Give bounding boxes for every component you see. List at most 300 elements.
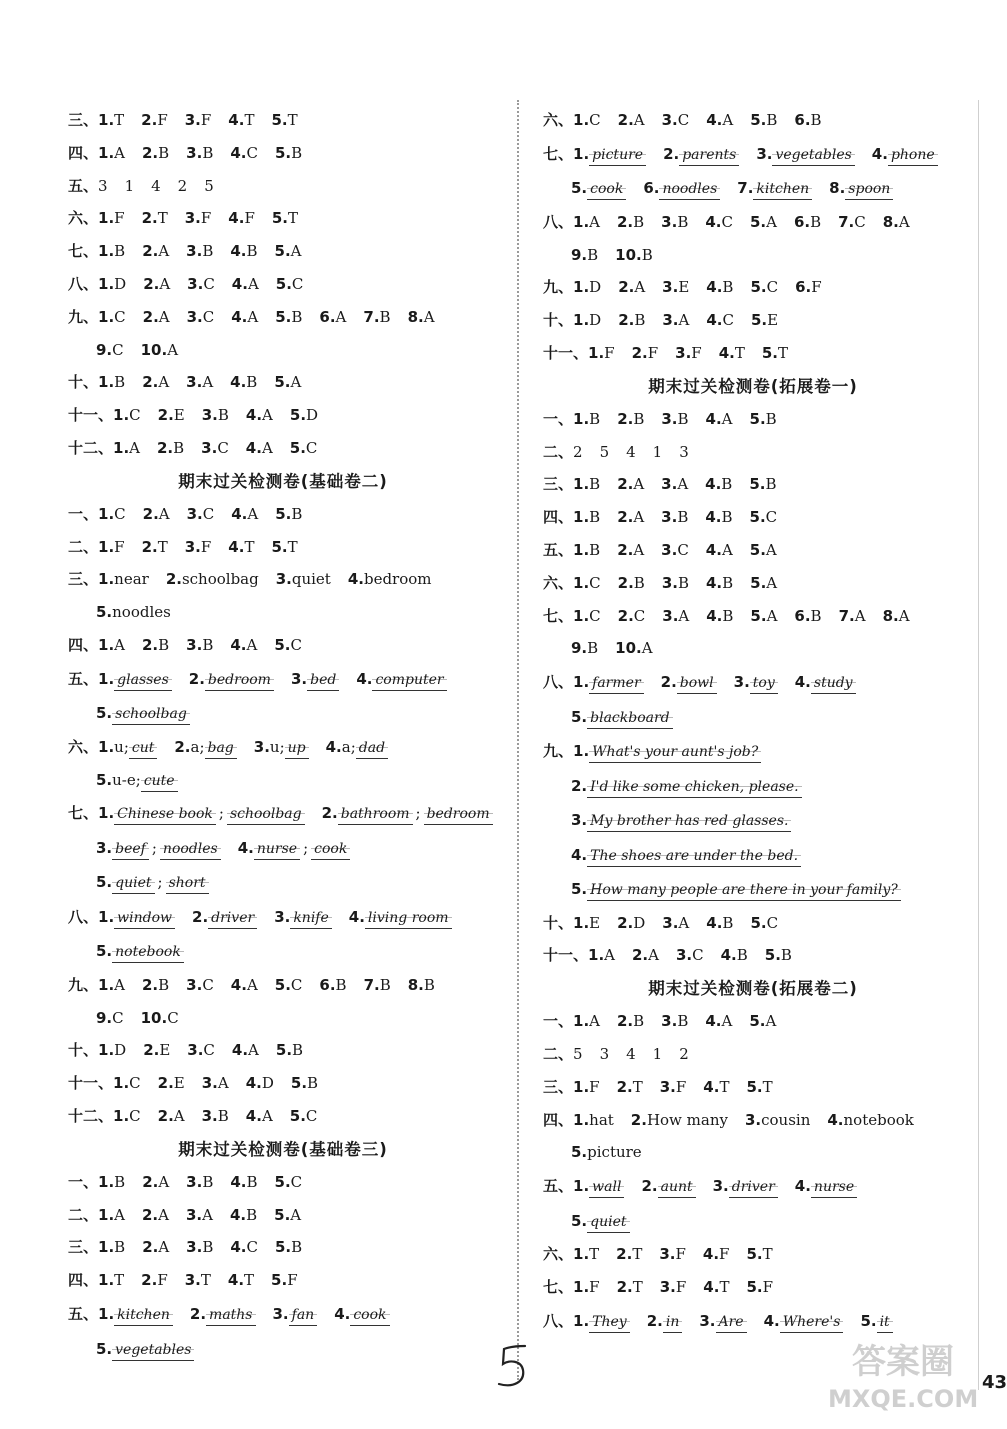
answer-item [273, 1305, 318, 1323]
item-number: 3. [275, 570, 292, 589]
item-number: 3. [659, 1245, 676, 1264]
answer-line [543, 1038, 963, 1071]
item-number: 3. [186, 975, 203, 994]
handwritten-answer: bedroom [205, 670, 274, 691]
answer-item [142, 1206, 169, 1224]
item-number: 2. [192, 907, 209, 926]
item-number: 2. [321, 804, 338, 823]
answer-text: C [305, 1107, 318, 1126]
answer-text: A [158, 504, 170, 523]
item-number: 3. [659, 1077, 676, 1096]
answer-text: C [692, 946, 704, 965]
answer-item [98, 670, 172, 688]
question-label: 十、 [68, 1041, 99, 1060]
answer-item [202, 406, 229, 424]
answer-item [192, 908, 257, 926]
question-label: 五、 [68, 1305, 99, 1324]
item-number: 3. [201, 1074, 218, 1093]
handwritten-answer: knife [290, 908, 331, 929]
item-number: 5. [749, 1012, 766, 1031]
answer-text: T [114, 111, 125, 129]
answer-text: B [114, 1238, 126, 1257]
answer-text: C [246, 1238, 258, 1257]
answer-text: A [423, 307, 435, 326]
item-number: 3. [184, 209, 201, 228]
handwritten-answer: What's your aunt's job? [589, 742, 761, 763]
item-number: 2. [141, 111, 158, 129]
answer-item [187, 1041, 215, 1059]
answer-item [271, 111, 297, 129]
answer-text: B [246, 242, 258, 261]
item-number: 5. [749, 409, 766, 428]
item-number: 4. [794, 1177, 811, 1196]
answer-text: a; [190, 737, 205, 756]
item-number: 4. [702, 1245, 720, 1264]
answer-text: B [114, 1172, 126, 1191]
answer-text: A [247, 274, 259, 293]
answer-text: hat [589, 1110, 614, 1129]
separator: ; [218, 804, 224, 823]
answer-item [291, 670, 339, 688]
item-number: 5. [750, 913, 767, 932]
answer-text: A [173, 1107, 185, 1126]
item-number: 1. [98, 804, 115, 823]
answer-item [571, 846, 801, 864]
answer-item [186, 1173, 213, 1191]
answer-line [543, 337, 963, 370]
answer-text: 1 [652, 442, 663, 461]
answer-text: F [762, 1278, 774, 1297]
answer-text: A [290, 373, 302, 392]
answer-item [158, 1107, 185, 1125]
question-label: 七、 [543, 606, 574, 625]
answer-text: F [589, 1278, 600, 1297]
question-label: 十一、 [543, 343, 589, 362]
answer-item [143, 308, 170, 326]
answer-item [141, 1271, 168, 1289]
answer-text: B [721, 475, 733, 494]
handwritten-answer: picture [589, 145, 646, 166]
item-number: 1. [573, 1311, 590, 1330]
item-number: 4. [245, 438, 262, 457]
item-number: 4. [705, 475, 722, 494]
item-number: 5. [289, 1107, 306, 1126]
question-label: 十二、 [68, 1107, 114, 1126]
answer-text: B [173, 438, 185, 457]
answer-item [230, 1238, 258, 1256]
question-label: 五、 [543, 540, 574, 559]
item-number: 1. [573, 144, 590, 163]
answer-item [661, 673, 717, 691]
answer-item [326, 738, 388, 756]
answer-line [68, 1067, 498, 1100]
answer-item [647, 1312, 683, 1330]
item-number: 2. [157, 406, 174, 425]
item-number: 2. [157, 1107, 174, 1126]
answer-item [291, 1074, 318, 1092]
answer-text: A [648, 946, 659, 965]
item-number: 5. [750, 311, 768, 330]
item-number: 1. [98, 1305, 115, 1324]
item-number: 3. [201, 1107, 218, 1126]
answer-item [827, 1111, 914, 1129]
answer-text: B [291, 307, 303, 326]
answer-item [125, 177, 135, 195]
answer-text: B [114, 373, 126, 392]
answer-text: B [587, 639, 599, 658]
answer-item [756, 145, 854, 163]
handwritten-answer: kitchen [114, 1305, 173, 1326]
answer-item [228, 1271, 254, 1289]
answer-item [617, 1078, 643, 1096]
answer-item [573, 1245, 599, 1263]
item-number: 2. [165, 570, 182, 589]
handwritten-answer: it [877, 1312, 893, 1333]
answer-item [750, 508, 778, 526]
item-number: 3. [96, 838, 113, 857]
answer-text: B [291, 1238, 303, 1257]
item-number: 9. [96, 1008, 113, 1027]
handwritten-answer: How many people are there in your family? [587, 880, 901, 901]
item-number: 1. [573, 1278, 590, 1297]
answer-item [98, 373, 125, 391]
item-number: 2. [141, 537, 158, 556]
item-number: 1. [98, 1238, 115, 1257]
answer-item [573, 1111, 614, 1129]
item-number: 4. [245, 406, 263, 425]
answer-line [68, 629, 498, 662]
item-number: 10. [140, 1008, 168, 1027]
answer-line [543, 1271, 963, 1304]
item-number: 3. [712, 1177, 729, 1196]
answer-item [232, 275, 259, 293]
answer-text: F [647, 343, 659, 362]
handwritten-answer: cook [587, 179, 626, 200]
answer-item [662, 111, 690, 129]
item-number: 5. [571, 1143, 588, 1162]
answer-line [543, 665, 963, 700]
item-number: 4. [334, 1305, 351, 1324]
answer-item [231, 976, 258, 994]
question-label: 二、 [68, 537, 99, 556]
answer-item [750, 111, 777, 129]
answer-item [571, 639, 598, 657]
item-number: 2. [141, 209, 158, 228]
answer-text: B [202, 242, 214, 261]
item-number: 6. [794, 606, 811, 625]
item-number: 1. [573, 1077, 590, 1096]
answer-text: A [202, 1205, 213, 1224]
answer-text: B [158, 975, 170, 994]
answer-text: T [632, 1278, 643, 1297]
answer-text: C [112, 1008, 124, 1027]
answer-item [573, 1312, 630, 1330]
item-number: 5. [271, 1271, 288, 1290]
answer-text: B [589, 409, 601, 428]
answer-item [618, 311, 645, 329]
item-number: 4. [718, 343, 735, 362]
item-number: 5. [761, 343, 778, 362]
section-title: 期末过关检测卷(拓展卷一) [648, 376, 858, 396]
item-number: 3. [661, 540, 678, 559]
question-label: 八、 [68, 274, 99, 293]
answer-text: A [114, 1205, 125, 1224]
answer-text: B [291, 143, 303, 162]
answer-item [653, 1045, 663, 1063]
answer-text: F [675, 1278, 687, 1297]
answer-text: A [246, 635, 258, 654]
answer-text: B [722, 573, 734, 592]
answer-line [68, 696, 498, 731]
answer-text: C [291, 274, 304, 293]
answer-line [543, 907, 963, 940]
item-number: 3. [733, 673, 750, 692]
answer-text: A [589, 1012, 600, 1031]
item-number: 3. [185, 1205, 203, 1224]
answer-item [98, 1206, 125, 1224]
answer-item [662, 914, 689, 932]
answer-line [68, 764, 498, 797]
answer-item [98, 1271, 124, 1289]
item-number: 2. [616, 1077, 633, 1096]
question-label: 七、 [543, 144, 574, 163]
item-number: 3. [661, 111, 678, 129]
answer-text: B [677, 1012, 689, 1031]
item-number: 9. [96, 340, 113, 359]
answer-item [764, 1312, 844, 1330]
answer-item [661, 1012, 688, 1030]
item-number: 4. [706, 278, 723, 297]
answer-item [571, 1212, 630, 1230]
answer-text: B [677, 573, 689, 592]
answer-item [573, 278, 601, 296]
answer-line [543, 872, 963, 907]
answer-item [96, 704, 190, 722]
answer-item [98, 1041, 126, 1059]
answer-text: notebook [843, 1110, 914, 1129]
question-label: 六、 [68, 737, 99, 756]
handwritten-answer: up [285, 738, 309, 759]
item-number: 1. [98, 307, 115, 326]
answer-item [98, 976, 125, 994]
answer-text: B [158, 635, 170, 654]
answer-line [543, 734, 963, 769]
item-number: 2. [631, 343, 648, 362]
answer-item [96, 771, 178, 789]
item-number: 1. [98, 635, 115, 654]
answer-text: F [200, 209, 212, 228]
answer-item [750, 914, 778, 932]
answer-text: F [811, 278, 822, 297]
answer-text: B [589, 508, 601, 527]
answer-item [617, 541, 644, 559]
answer-item [588, 344, 615, 362]
answer-item [272, 209, 298, 227]
answer-item [618, 278, 645, 296]
answer-line [68, 268, 498, 301]
answer-text: A [721, 540, 733, 559]
item-number: 5. [96, 770, 113, 789]
handwritten-answer: cook [311, 839, 350, 860]
item-number: 2. [157, 1074, 174, 1093]
answer-item [230, 373, 257, 391]
question-label: 一、 [543, 409, 574, 428]
answer-line [543, 769, 963, 804]
item-number: 5. [750, 111, 767, 129]
answer-item [142, 538, 168, 556]
handwritten-answer: notebook [112, 942, 184, 963]
answer-text: C [766, 913, 779, 932]
answer-item [408, 308, 435, 326]
handwritten-answer: computer [372, 670, 446, 691]
item-number: 3. [186, 635, 203, 654]
answer-item [98, 177, 108, 195]
answer-text: A [604, 946, 615, 965]
handwritten-answer: blackboard [587, 708, 673, 729]
answer-item [113, 406, 141, 424]
answer-item [186, 242, 213, 260]
answer-text: A [114, 143, 125, 162]
answer-item [745, 1111, 810, 1129]
answer-text: C [589, 111, 601, 129]
answer-item [660, 1078, 687, 1096]
answer-item [573, 311, 601, 329]
answer-item [632, 946, 659, 964]
item-number: 1. [573, 111, 590, 129]
answer-item [734, 673, 778, 691]
answer-text: T [244, 1271, 255, 1290]
answer-item [157, 439, 184, 457]
answer-item [573, 508, 600, 526]
answer-item [187, 275, 215, 293]
answer-text: 5 [573, 1045, 583, 1064]
answer-item [705, 213, 733, 231]
answer-item [98, 1305, 173, 1323]
answer-item [659, 1245, 686, 1263]
answer-item [705, 1012, 732, 1030]
answer-text: F [114, 209, 125, 228]
answer-text: C [129, 1074, 141, 1093]
answer-line [68, 399, 498, 432]
item-number: 3. [675, 946, 693, 965]
item-number: 3. [662, 913, 679, 932]
item-number: 7. [363, 975, 380, 994]
answer-item [721, 946, 748, 964]
answer-item [750, 213, 777, 231]
handwritten-answer: fan [289, 1305, 318, 1326]
answer-text: T [287, 111, 298, 129]
answer-line [68, 1231, 498, 1264]
question-label: 十、 [543, 311, 574, 330]
answer-text: F [244, 209, 255, 228]
item-number: 2. [618, 311, 635, 330]
item-number: 4. [794, 673, 811, 692]
answer-text: A [721, 409, 733, 428]
answer-line [543, 939, 963, 972]
answer-text: C [765, 508, 778, 527]
handwritten-answer: driver [729, 1177, 778, 1198]
item-number: 4. [245, 1074, 262, 1093]
answer-text: B [589, 540, 601, 559]
answer-text: C [290, 1172, 303, 1191]
item-number: 5. [274, 242, 291, 261]
answer-item [573, 213, 600, 231]
handwritten-answer: aunt [658, 1177, 696, 1198]
item-number: 2. [571, 776, 588, 795]
item-number: 3. [756, 144, 773, 163]
item-number: 4. [705, 212, 722, 231]
answer-item [706, 311, 734, 329]
item-number: 2. [617, 475, 634, 494]
question-label: 一、 [68, 504, 99, 523]
answer-item [185, 538, 212, 556]
question-label: 四、 [543, 508, 574, 527]
question-label: 七、 [543, 1278, 574, 1297]
answer-item [246, 406, 273, 424]
answer-text: B [810, 606, 822, 625]
answer-item [98, 144, 125, 162]
item-number: 5. [275, 504, 292, 523]
answer-item [749, 475, 776, 493]
question-label: 五、 [68, 176, 99, 195]
answer-line [68, 969, 498, 1002]
answer-line [543, 1104, 963, 1137]
item-number: 4. [245, 1107, 262, 1126]
answer-item [750, 410, 777, 428]
handwritten-answer: dad [356, 738, 388, 759]
answer-text: A [589, 212, 600, 231]
question-label: 五、 [543, 1177, 574, 1196]
item-number: 4. [871, 144, 888, 163]
answer-item [661, 475, 688, 493]
answer-text: B [634, 311, 646, 330]
watermark-logo [828, 1340, 978, 1420]
answer-item [113, 439, 140, 457]
answer-text: A [721, 1012, 733, 1031]
answer-text: B [158, 143, 170, 162]
handwritten-answer: cook [350, 1305, 389, 1326]
answer-item [322, 804, 493, 822]
answer-text: A [678, 913, 690, 932]
answer-item [600, 1045, 610, 1063]
item-number: 10. [615, 639, 642, 658]
answer-text: B [677, 212, 689, 231]
answer-item [794, 213, 821, 231]
item-number: 5. [571, 179, 588, 198]
answer-item [276, 275, 304, 293]
answer-text: 4 [626, 1045, 636, 1064]
answer-item [795, 278, 822, 296]
answer-line [68, 334, 498, 367]
item-number: 5. [290, 1074, 308, 1093]
answer-text: a; [341, 737, 356, 756]
answer-item [113, 1107, 141, 1125]
answer-line [68, 235, 498, 268]
answer-item [274, 1206, 301, 1224]
answer-text: 3 [679, 442, 689, 461]
answer-item [186, 144, 213, 162]
item-number: 5. [860, 1311, 877, 1330]
answer-line [543, 1169, 963, 1204]
answer-text: B [217, 406, 229, 425]
item-number: 10. [615, 245, 642, 264]
answer-text: C [217, 438, 229, 457]
answer-line [543, 436, 963, 469]
item-number: 3. [184, 1271, 201, 1290]
answer-text: C [202, 975, 214, 994]
question-label: 十、 [68, 373, 99, 392]
answer-line [543, 403, 963, 436]
